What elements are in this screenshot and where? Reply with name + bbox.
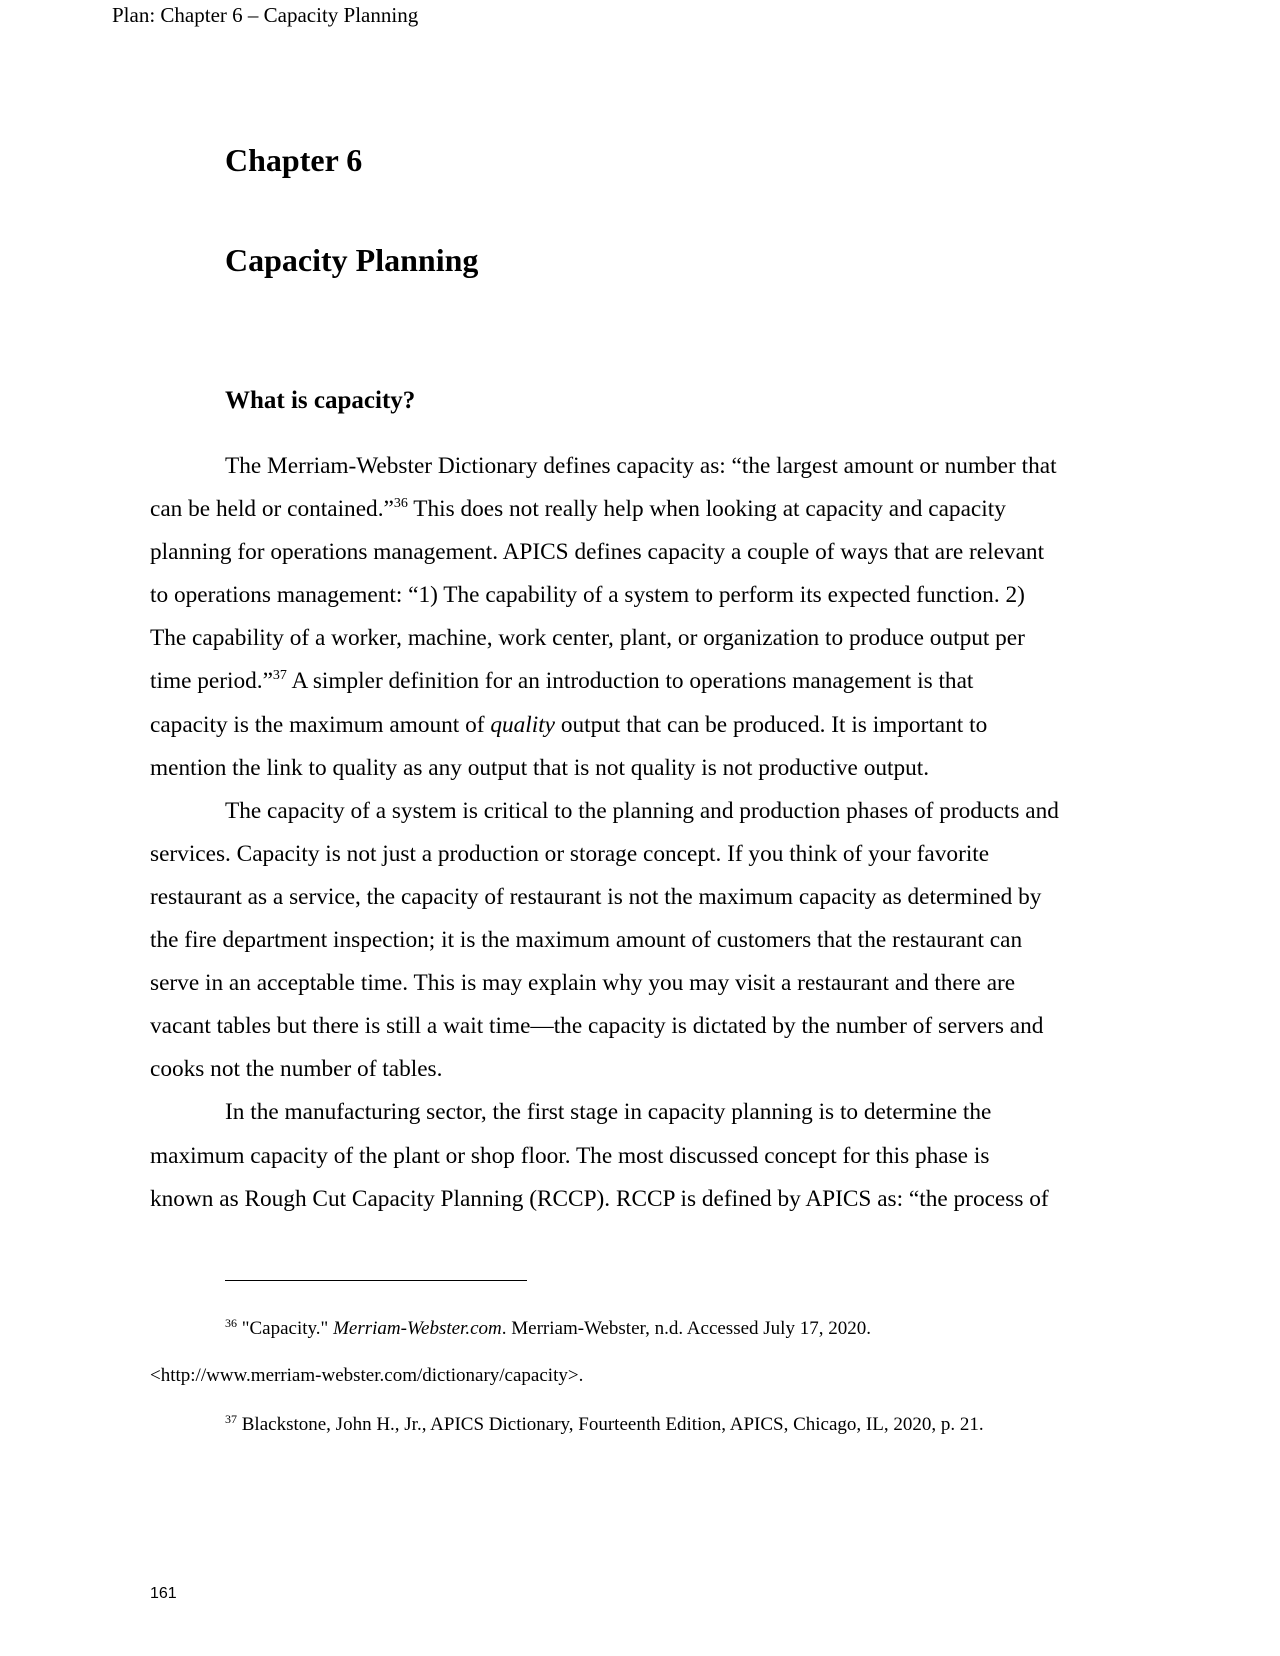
page-number: 161 (150, 1585, 177, 1602)
body-text (150, 445, 1130, 1221)
text-line: services. Capacity is not just a production or storage concept. If you think of your favorite (150, 840, 990, 867)
text-line: cooks not the number of tables. (150, 1056, 443, 1083)
text-line: known as Rough Cut Capacity Planning (RCCP). RCCP is defined by APICS as: “the process of (150, 1185, 1049, 1212)
footnote-36 (225, 1317, 871, 1341)
footnote-number: 36 (225, 1316, 237, 1330)
text-run: A simpler definition for an introduction to operations management is that (286, 668, 974, 695)
text-line: the fire department inspection; it is the maximum amount of customers that the restaurant can (150, 927, 1023, 954)
text-line: The capability of a worker, machine, work center, plant, or organization to produce output per (150, 625, 1025, 652)
text-line: mention the link to quality as any output that is not quality is not productive output. (150, 754, 930, 781)
chapter-number: Chapter 6 (225, 142, 363, 178)
text-line: serve in an acceptable time. This is may explain why you may visit a restaurant and there are (150, 970, 1016, 997)
text-line: vacant tables but there is still a wait time—the capacity is dictated by the number of servers and (150, 1013, 1044, 1040)
text-line: The Merriam-Webster Dictionary defines capacity as: “the largest amount or number that (225, 453, 1057, 479)
text-run: Blackstone, John H., Jr., APICS Dictionary, Fourteenth Edition, APICS, Chicago, IL, 2020, p. 21. (237, 1414, 984, 1435)
running-header: Plan: Chapter 6 – Capacity Planning (112, 3, 419, 27)
text-line (150, 704, 1130, 747)
text-line: maximum capacity of the plant or shop floor. The most discussed concept for this phase is (150, 1142, 990, 1169)
text-run: This does not really help when looking at capacity and capacity (407, 496, 1006, 523)
text-run: . Merriam-Webster, n.d. Accessed July 17, 2020. (501, 1318, 871, 1339)
text-run: can be held or contained.” (150, 496, 394, 523)
text-line: In the manufacturing sector, the first stage in capacity planning is to determine the (225, 1099, 992, 1126)
footnote-number: 37 (225, 1412, 237, 1426)
text-run: capacity is the maximum amount of (150, 711, 491, 738)
text-run: time period.” (150, 668, 273, 695)
footnote-36-url: <http://www.merriam-webster.com/dictionary/capacity>. (150, 1365, 584, 1386)
chapter-title: Capacity Planning (225, 242, 479, 278)
section-heading: What is capacity? (225, 387, 416, 414)
text-line: planning for operations management. APICS defines capacity a couple of ways that are relevant (150, 539, 1045, 566)
footnote-separator (225, 1280, 527, 1281)
text-run: "Capacity." (237, 1318, 334, 1339)
footnote-ref-36: 36 (393, 496, 408, 512)
text-run: output that can be produced. It is important to (555, 711, 988, 738)
text-line: The capacity of a system is critical to the planning and production phases of products and (225, 797, 1059, 824)
text-line (150, 660, 1130, 703)
text-line: restaurant as a service, the capacity of restaurant is not the maximum capacity as determined by (150, 883, 1042, 910)
emphasis-quality: quality (490, 711, 556, 738)
source-title: Merriam-Webster.com (333, 1318, 502, 1339)
text-line (150, 488, 1130, 531)
text-line: to operations management: “1) The capability of a system to perform its expected function. 2) (150, 582, 1025, 609)
footnote-ref-37: 37 (272, 668, 287, 684)
footnote-37 (225, 1413, 984, 1437)
